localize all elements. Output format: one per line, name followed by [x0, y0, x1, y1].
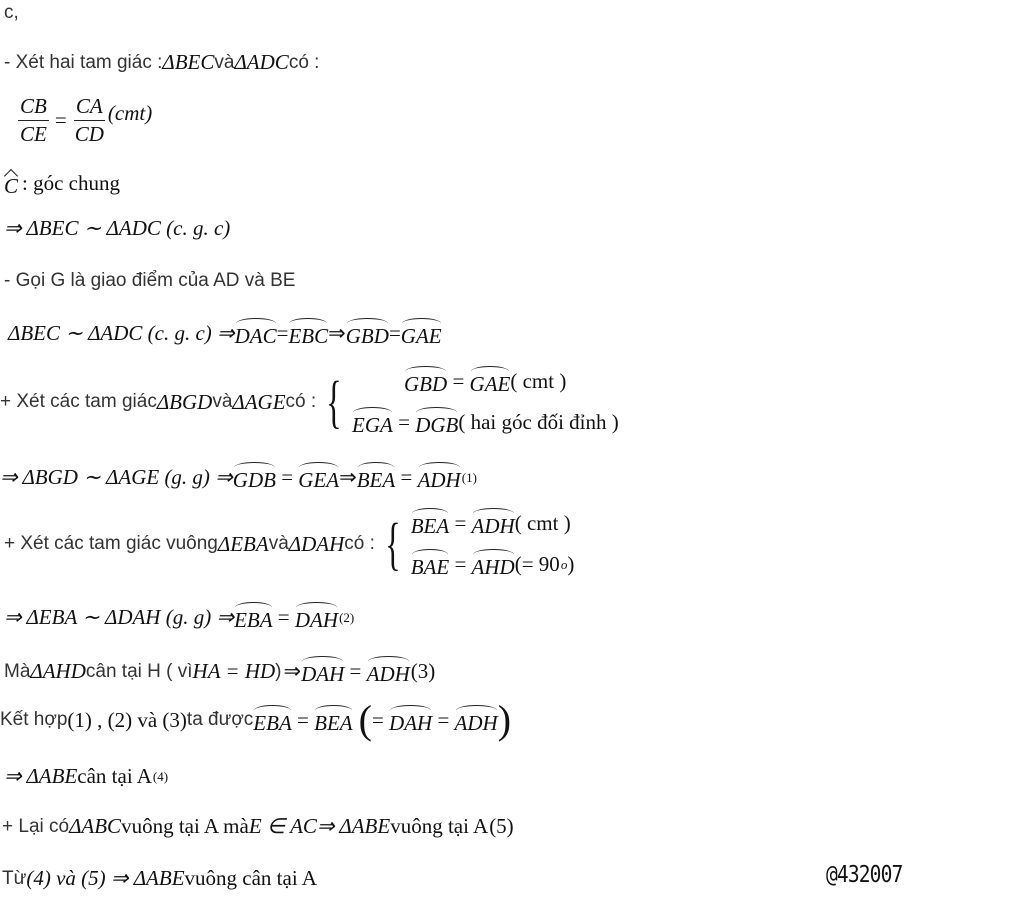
- fraction-cb-ce: $\frac{CB}{CE}$: [20, 94, 47, 146]
- angle-c: C: [4, 168, 18, 199]
- similarity-bec-adc: ⇒ ΔBEC ∼ ΔADC (c. g. c): [4, 216, 231, 240]
- angle-dac: DAC: [235, 318, 277, 349]
- watermark-handle: @432007: [826, 862, 903, 888]
- line-consider-triangles: - Xét hai tam giác : ΔBEC và ΔADC có :: [4, 50, 320, 74]
- similarity-bgd-age: ⇒ ΔBGD ∼ ΔAGE (g. g) ⇒ GDB = GEA ⇒ BEA = ADH (1): [0, 462, 477, 493]
- isosceles-ahd: Mà ΔAHD cân tại H ( vì HA = HD ) ⇒ DAH = ADH (3): [4, 656, 435, 687]
- system-eba-dah: + Xét các tam giác vuông ΔEBA và ΔDAH có : { BEA = ADH ( cmt ) BAE = AHD (= 90 o ): [4, 508, 574, 580]
- similarity-eba-dah: ⇒ ΔEBA ∼ ΔDAH (g. g) ⇒ EBA = DAH (2): [4, 602, 354, 633]
- left-brace: {: [326, 368, 342, 434]
- system-rows: GBD = GAE ( cmt ) EGA = DGB ( hai góc đối đỉnh ): [352, 366, 619, 438]
- part-label: c,: [4, 2, 19, 23]
- angle-gbd: GBD: [346, 318, 389, 349]
- angle-ebc: EBC: [288, 318, 328, 349]
- angle-gae: GAE: [401, 318, 442, 349]
- line-define-g: - Gọi G là giao điểm của AD và BE: [4, 270, 296, 291]
- combine-results: Kết hợp (1) , (2) và (3) ta được EBA = BEA ( = DAH = ADH ): [0, 697, 512, 742]
- angle-equalities-1: ΔBEC ∼ ΔADC (c. g. c) ⇒ DAC = EBC ⇒ GBD = GAE: [8, 318, 442, 349]
- right-angle-abe: + Lại có ΔABC vuông tại A mà E ∈ AC ⇒ ΔABE vuông tại A (5): [2, 814, 514, 838]
- ratio-equation: $\frac{CB}{CE}$ = $\frac{CA}{CD}$ (cmt): [20, 94, 153, 146]
- isosceles-abe: ⇒ ΔABE cân tại A (4): [4, 764, 169, 788]
- fraction-ca-cd: $\frac{CA}{CD}$: [74, 94, 104, 146]
- system-bgd-age: + Xét các tam giác ΔBGD và ΔAGE có : { GBD = GAE ( cmt ) EGA = DGB ( hai góc đối đỉnh ): [0, 366, 619, 438]
- left-brace-2: {: [385, 510, 401, 576]
- common-angle-line: C : góc chung: [4, 168, 120, 199]
- conclusion: Từ (4) và (5) ⇒ ΔABE vuông cân tại A: [2, 866, 317, 890]
- system-rows-2: BEA = ADH ( cmt ) BAE = AHD (= 90 o ): [411, 508, 575, 580]
